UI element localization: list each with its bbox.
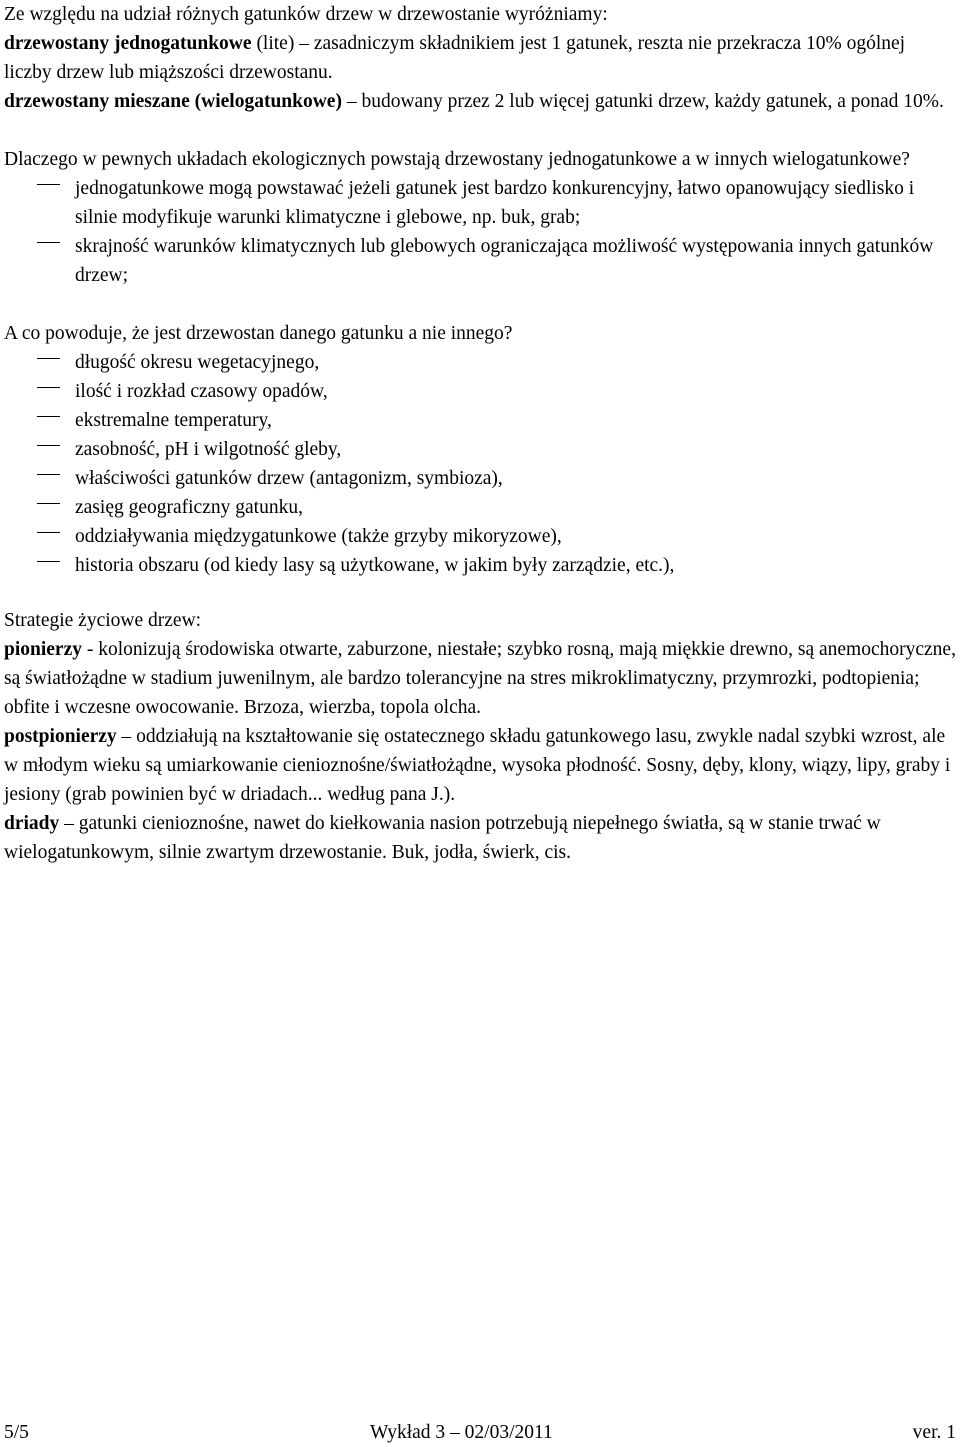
list-item: jednogatunkowe mogą powstawać jeżeli gatunek jest bardzo konkurencyjny, łatwo opanowujący siedlisko i silnie modyfikuje warunki klimatyczne i glebowe, np. buk, grab; <box>4 174 956 232</box>
pioneers-paragraph <box>4 635 956 722</box>
question-one: Dlaczego w pewnych układach ekologicznych powstają drzewostany jednogatunkowe a w innych wielogatunkowe? <box>4 149 910 170</box>
term-dryads: driady <box>4 813 60 834</box>
postpioneers-paragraph <box>4 722 956 809</box>
term-postpioneers: postpionierzy <box>4 726 117 747</box>
list-item: skrajność warunków klimatycznych lub glebowych ograniczająca możliwość występowania innych gatunków drzew; <box>4 232 956 290</box>
version-label: ver. 1 <box>912 1422 956 1443</box>
page-footer <box>4 1418 956 1447</box>
intro-paragraph <box>4 0 956 116</box>
lecture-info: Wykład 3 – 02/03/2011 <box>370 1422 553 1443</box>
question-two: A co powoduje, że jest drzewostan danego gatunku a nie innego? <box>4 323 513 344</box>
desc-dryads: – gatunki cienioznośne, nawet do kiełkowania nasion potrzebują niepełnego światła, są w stanie trwać w wielogatunkowym, silnie zwartym drzewostanie. Buk, jodła, świerk, cis. <box>4 813 881 863</box>
desc-mixed: – budowany przez 2 lub więcej gatunki drzew, każdy gatunek, a ponad 10%. <box>341 91 944 112</box>
list-item: zasięg geograficzny gatunku, <box>4 493 956 522</box>
desc-postpioneers: – oddziałują na kształtowanie się ostatecznego składu gatunkowego lasu, zwykle nadal szybki wzrost, ale w młodym wieku są umiarkowanie cienioznośne/światłożądne, wysoka płodność. Sosny, dęby, klony, wiązy, lipy, graby i jesiony (grab powinien być w driadach... według pana J.). <box>4 726 951 805</box>
list-item: właściwości gatunków drzew (antagonizm, symbioza), <box>4 464 956 493</box>
page-number: 5/5 <box>4 1422 29 1443</box>
question-one-list <box>4 174 956 290</box>
list-item: zasobność, pH i wilgotność gleby, <box>4 435 956 464</box>
dryads-paragraph <box>4 809 956 867</box>
desc-pioneers: - kolonizują środowiska otwarte, zaburzone, niestałe; szybko rosną, mają miękkie drewno, są anemochoryczne, są światłożądne w stadium juwenilnym, ale bardzo tolerancyjne na stres mikroklimatyczny, przymrozki, podtopienia; obfite i wczesne owocowanie. Brzoza, wierzba, topola olcha. <box>4 639 956 718</box>
list-item: oddziaływania międzygatunkowe (także grzyby mikoryzowe), <box>4 522 956 551</box>
term-mixed: drzewostany mieszane (wielogatunkowe) <box>4 91 342 112</box>
term-monospecific: drzewostany jednogatunkowe <box>4 33 252 54</box>
strategies-heading: Strategie życiowe drzew: <box>4 610 202 631</box>
question-two-list <box>4 348 956 580</box>
intro-line: Ze względu na udział różnych gatunków drzew w drzewostanie wyróżniamy: <box>4 4 608 25</box>
document-page <box>4 0 956 867</box>
list-item: historia obszaru (od kiedy lasy są użytkowane, w jakim były zarządzie, etc.), <box>4 551 956 580</box>
list-item: ilość i rozkład czasowy opadów, <box>4 377 956 406</box>
desc-monospecific: (lite) – zasadniczym składnikiem jest 1 gatunek, reszta nie przekracza 10% ogólnej liczby drzew lub miąższości drzewostanu. <box>4 33 906 83</box>
term-pioneers: pionierzy <box>4 639 82 660</box>
list-item: długość okresu wegetacyjnego, <box>4 348 956 377</box>
list-item: ekstremalne temperatury, <box>4 406 956 435</box>
